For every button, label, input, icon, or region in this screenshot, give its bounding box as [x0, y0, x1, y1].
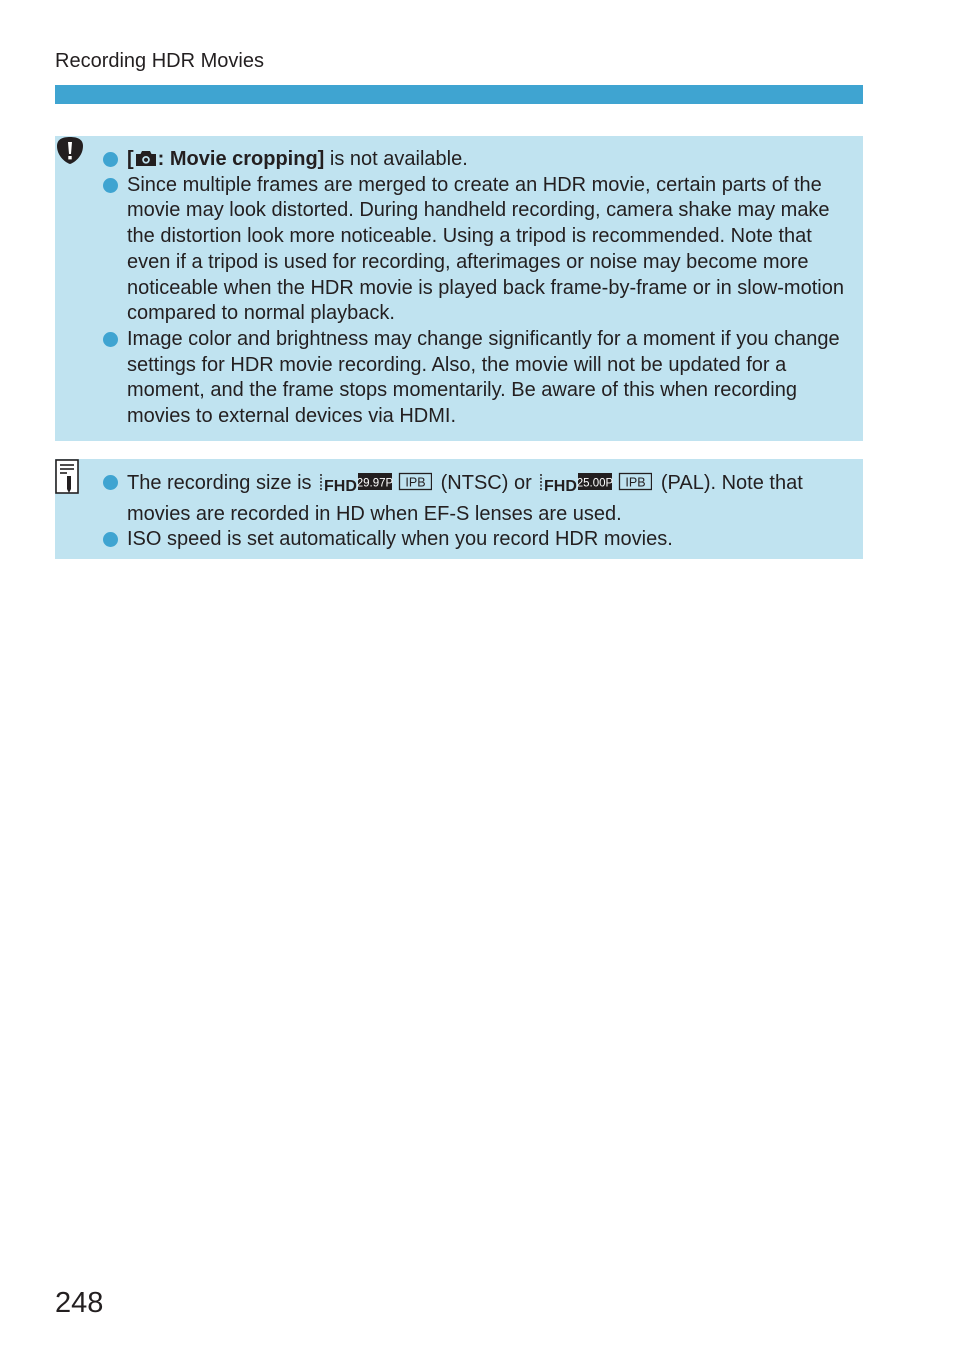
ipb-compression-icon — [400, 474, 432, 490]
bullet-dot — [103, 532, 118, 547]
frame-rate-icon — [577, 473, 614, 490]
frame-rate-label: 25.00P — [577, 477, 614, 490]
bullet-text: is not available. — [324, 148, 468, 170]
ntsc-recording-size-icons — [320, 470, 432, 502]
compression-label: IPB — [625, 475, 646, 490]
note-box — [55, 459, 863, 559]
frame-rate-label: 29.97P — [356, 477, 394, 490]
bullet-text: Since multiple frames are merged to create an HDR movie, certain parts of the movie may look distorted. During handheld recording, camera shake may make the distortion look more noticeable. Using a tripod is recommended. Note that even if a tripod is used for recording, afterimages or noise may become more noticeable when the HDR movie is played back frame-by-frame or in slow-motion compared to normal playback. — [127, 173, 844, 325]
fhd-size-icon — [321, 474, 357, 494]
fhd-label: FHD — [544, 478, 578, 494]
frame-rate-icon — [357, 473, 394, 490]
list-item — [127, 327, 847, 430]
ipb-compression-icon — [620, 474, 652, 490]
bullet-dot — [103, 152, 118, 167]
bracket-open: [ — [127, 148, 134, 170]
list-item — [127, 173, 847, 327]
page-number: 248 — [55, 1287, 104, 1319]
bullet-text: ISO speed is set automatically when you record HDR movies. — [127, 528, 673, 551]
list-item — [127, 147, 847, 173]
memo-pencil-icon — [55, 459, 81, 495]
bullet-text: Image color and brightness may change significantly for a moment if you change settings for HDR movie recording. Also, the movie will not be updated for a moment, and the frame stops momentarily. Be aware of this when recording movies to external devices via HDMI. — [127, 327, 840, 428]
fhd-label: FHD — [324, 478, 357, 494]
compression-label: IPB — [405, 475, 426, 490]
bullet-dot — [103, 178, 118, 193]
note-bullet-list — [127, 470, 847, 553]
bullet-dot — [103, 332, 118, 347]
menu-label: : Movie cropping] — [157, 148, 325, 170]
caution-bullet-list — [127, 147, 847, 430]
list-item — [127, 470, 847, 527]
bullet-text: (PAL). Note that movies are recorded in HD when EF-S lenses are used. — [127, 472, 803, 525]
pal-recording-size-icons — [540, 470, 652, 502]
camera-icon — [135, 149, 157, 167]
bullet-dot — [103, 475, 118, 490]
list-item — [127, 527, 847, 553]
caution-exclamation-icon — [55, 136, 85, 166]
fhd-size-icon — [541, 474, 577, 494]
menu-reference — [127, 148, 324, 170]
bullet-text: The recording size is — [127, 472, 318, 494]
bullet-text: (NTSC) or — [435, 472, 538, 494]
page-header-title: Recording HDR Movies — [55, 50, 264, 72]
caution-box — [55, 136, 863, 441]
header-divider-bar — [55, 85, 863, 104]
